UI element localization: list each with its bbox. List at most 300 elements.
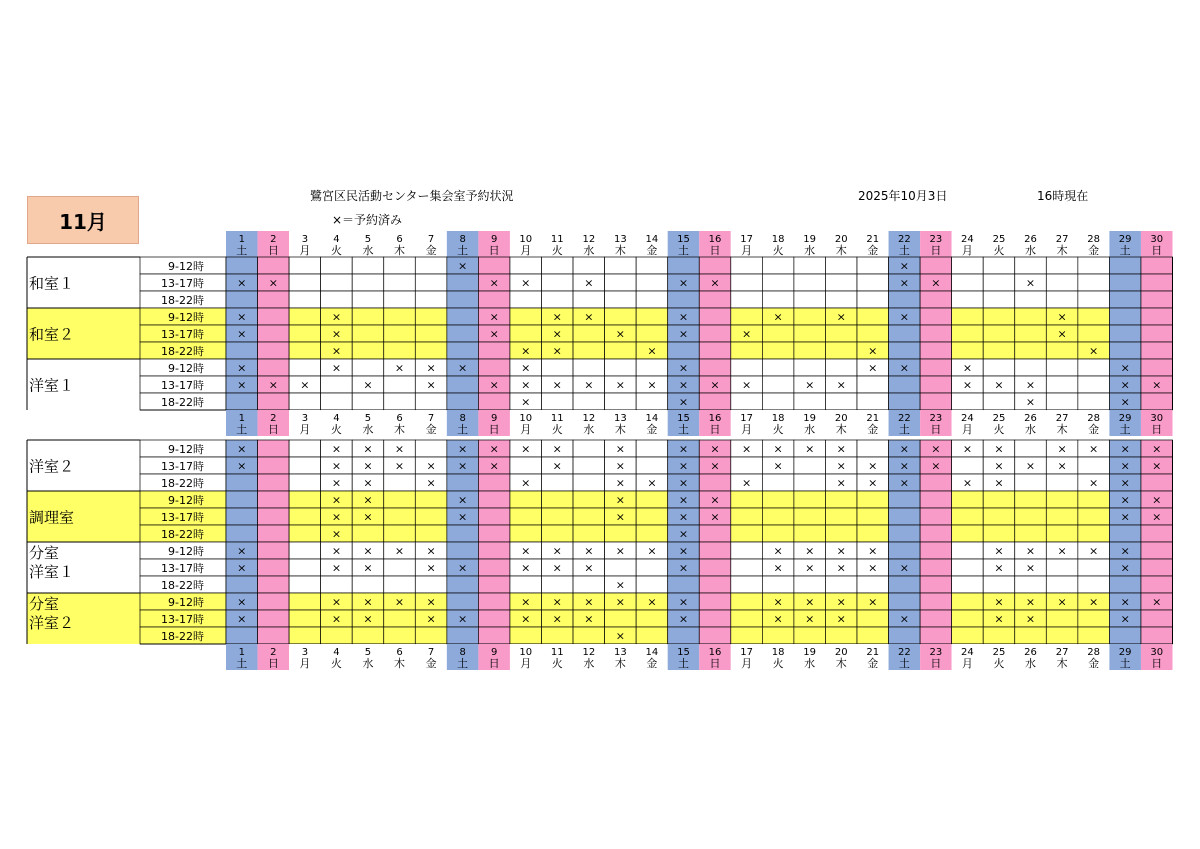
booking-cell	[636, 576, 668, 593]
booked-mark: ×	[1025, 561, 1036, 575]
booking-cell	[1109, 627, 1141, 644]
booked-mark: ×	[584, 276, 594, 290]
booked-mark: ×	[426, 595, 436, 609]
day-number: 4	[333, 234, 340, 245]
booking-cell	[699, 593, 731, 610]
booked-mark: ×	[805, 544, 815, 558]
booking-cell	[889, 291, 921, 308]
weekday-label: 日	[709, 423, 721, 436]
booking-cell	[415, 508, 447, 525]
booking-cell	[258, 393, 290, 410]
day-number: 22	[897, 234, 911, 245]
weekday-label: 水	[583, 423, 595, 436]
booking-cell	[289, 508, 321, 525]
booked-mark: ×	[331, 527, 342, 541]
booked-mark: ×	[994, 561, 1004, 575]
day-number: 11	[550, 647, 564, 658]
booked-mark: ×	[300, 378, 310, 392]
booked-mark: ×	[647, 378, 657, 392]
booking-cell	[952, 457, 984, 474]
booked-mark: ×	[1089, 344, 1099, 358]
day-number: 3	[301, 413, 309, 424]
booking-cell	[1141, 257, 1173, 274]
day-number: 21	[866, 647, 880, 658]
booking-cell	[1078, 559, 1110, 576]
booked-mark: ×	[1025, 544, 1036, 558]
booked-mark: ×	[394, 459, 405, 473]
booking-cell	[857, 257, 889, 274]
booking-cell	[762, 274, 794, 291]
booked-mark: ×	[458, 561, 468, 575]
weekday-label: 金	[1088, 657, 1100, 670]
weekday-label: 木	[394, 423, 406, 436]
booking-cell	[384, 491, 416, 508]
booked-mark: ×	[331, 561, 342, 575]
booked-mark: ×	[552, 595, 562, 609]
booking-cell	[289, 491, 321, 508]
booked-mark: ×	[899, 361, 909, 375]
booking-cell	[415, 291, 447, 308]
booking-cell	[384, 627, 416, 644]
booking-cell	[573, 440, 605, 457]
day-number: 1	[238, 413, 245, 424]
booking-cell	[952, 508, 984, 525]
booking-cell	[289, 308, 321, 325]
booking-cell	[1046, 291, 1078, 308]
booked-mark: ×	[836, 612, 846, 626]
booking-cell	[762, 257, 794, 274]
weekday-label: 日	[488, 244, 500, 257]
day-number: 2	[270, 234, 277, 245]
booking-cell	[825, 627, 857, 644]
booking-cell	[889, 593, 921, 610]
booking-cell	[289, 359, 321, 376]
booked-mark: ×	[836, 595, 846, 609]
booking-cell	[1015, 525, 1047, 542]
weekday-label: 土	[457, 244, 469, 257]
booking-cell	[289, 457, 321, 474]
day-number: 4	[333, 413, 340, 424]
booking-cell	[226, 393, 258, 410]
weekday-label: 日	[1151, 423, 1163, 436]
weekday-label: 水	[804, 423, 816, 436]
booked-mark: ×	[805, 612, 815, 626]
slot-label: 13-17時	[161, 460, 204, 473]
booked-mark: ×	[331, 361, 342, 375]
day-number: 12	[582, 234, 596, 245]
weekday-label: 月	[520, 657, 532, 670]
booked-mark: ×	[394, 361, 405, 375]
booking-cell	[983, 291, 1015, 308]
booking-cell	[573, 342, 605, 359]
booking-cell	[920, 508, 952, 525]
booking-cell	[983, 627, 1015, 644]
booking-cell	[952, 593, 984, 610]
booking-cell	[636, 440, 668, 457]
weekday-label: 火	[551, 244, 563, 257]
booked-mark: ×	[521, 395, 531, 409]
day-number: 10	[519, 234, 533, 245]
booking-cell	[226, 508, 258, 525]
booking-cell	[542, 576, 574, 593]
booking-cell	[668, 342, 700, 359]
booking-cell	[415, 576, 447, 593]
booking-cell	[1015, 491, 1047, 508]
booking-cell	[289, 440, 321, 457]
day-number: 20	[834, 647, 848, 658]
booking-cell	[447, 474, 479, 491]
booked-mark: ×	[805, 595, 815, 609]
booking-cell	[952, 525, 984, 542]
day-number: 25	[992, 413, 1006, 424]
booking-cell	[510, 308, 542, 325]
booking-cell	[920, 474, 952, 491]
booked-mark: ×	[426, 561, 436, 575]
booked-mark: ×	[615, 378, 625, 392]
page-title: 鷺宮区民活動センター集会室予約状況	[310, 189, 514, 203]
booking-cell	[699, 359, 731, 376]
weekday-label: 日	[930, 423, 942, 436]
booked-mark: ×	[1025, 276, 1036, 290]
booked-mark: ×	[489, 310, 499, 324]
booking-cell	[258, 525, 290, 542]
booked-mark: ×	[710, 442, 720, 456]
booked-mark: ×	[489, 459, 499, 473]
booking-cell	[321, 291, 353, 308]
booked-mark: ×	[363, 459, 373, 473]
weekday-label: 土	[1119, 244, 1131, 257]
booked-mark: ×	[1057, 310, 1067, 324]
booking-cell	[542, 508, 574, 525]
report-date: 2025年10月3日	[858, 189, 948, 203]
booking-cell	[1015, 474, 1047, 491]
booked-mark: ×	[741, 476, 752, 490]
weekday-label: 木	[1056, 244, 1068, 257]
booked-mark: ×	[331, 459, 342, 473]
booking-cell	[510, 525, 542, 542]
booking-cell	[478, 491, 510, 508]
booked-mark: ×	[331, 476, 342, 490]
booking-cell	[447, 525, 479, 542]
booking-cell	[825, 257, 857, 274]
booking-cell	[920, 257, 952, 274]
booked-mark: ×	[552, 459, 562, 473]
booked-mark: ×	[836, 544, 846, 558]
booked-mark: ×	[899, 476, 909, 490]
booked-mark: ×	[1089, 442, 1099, 456]
booked-mark: ×	[521, 476, 531, 490]
booking-cell	[1141, 576, 1173, 593]
booking-cell	[289, 291, 321, 308]
weekday-label: 日	[1151, 244, 1163, 257]
day-number: 28	[1087, 647, 1100, 658]
booked-mark: ×	[994, 459, 1004, 473]
weekday-label: 日	[488, 423, 500, 436]
booked-mark: ×	[994, 612, 1004, 626]
slot-label: 9-12時	[168, 362, 204, 375]
weekday-label: 金	[867, 244, 879, 257]
booking-cell	[478, 291, 510, 308]
booking-cell	[699, 325, 731, 342]
booking-cell	[983, 325, 1015, 342]
booking-cell	[258, 457, 290, 474]
booking-cell	[289, 325, 321, 342]
weekday-label: 木	[835, 423, 847, 436]
weekday-label: 土	[1119, 423, 1131, 436]
booking-cell	[573, 525, 605, 542]
day-number: 16	[708, 413, 722, 424]
booking-cell	[1141, 474, 1173, 491]
booking-cell	[384, 525, 416, 542]
booking-cell	[983, 393, 1015, 410]
booking-cell	[289, 610, 321, 627]
booking-cell	[857, 576, 889, 593]
booked-mark: ×	[868, 361, 878, 375]
booked-mark: ×	[363, 544, 373, 558]
booked-mark: ×	[521, 344, 531, 358]
booked-mark: ×	[237, 612, 247, 626]
booking-cell	[605, 610, 637, 627]
day-number: 19	[803, 647, 817, 658]
booked-mark: ×	[552, 310, 562, 324]
booked-mark: ×	[868, 595, 878, 609]
booking-cell	[415, 393, 447, 410]
day-number: 18	[771, 413, 785, 424]
day-number: 28	[1087, 413, 1100, 424]
booked-mark: ×	[237, 595, 247, 609]
booking-cell	[415, 491, 447, 508]
day-number: 24	[961, 234, 974, 245]
booking-cell	[415, 308, 447, 325]
booked-mark: ×	[1120, 595, 1130, 609]
day-number: 29	[1118, 413, 1132, 424]
booking-cell	[636, 308, 668, 325]
booked-mark: ×	[1152, 510, 1162, 524]
booking-cell	[415, 274, 447, 291]
slot-label: 18-22時	[161, 477, 204, 490]
booking-cell	[731, 457, 763, 474]
day-number: 7	[427, 647, 435, 658]
booking-cell	[1141, 559, 1173, 576]
booking-cell	[1109, 325, 1141, 342]
booking-cell	[983, 257, 1015, 274]
booking-cell	[668, 627, 700, 644]
booked-mark: ×	[521, 612, 531, 626]
booking-cell	[573, 474, 605, 491]
day-number: 23	[929, 647, 943, 658]
booked-mark: ×	[426, 361, 436, 375]
booked-mark: ×	[237, 276, 247, 290]
booking-cell	[731, 610, 763, 627]
booked-mark: ×	[773, 442, 783, 456]
booked-mark: ×	[615, 327, 625, 341]
room-name: 洋室２	[29, 614, 75, 632]
day-number: 9	[490, 234, 498, 245]
booked-mark: ×	[899, 259, 909, 273]
booked-mark: ×	[773, 612, 783, 626]
booked-mark: ×	[805, 561, 815, 575]
booking-cell	[794, 627, 826, 644]
booking-cell	[573, 457, 605, 474]
booking-cell	[699, 257, 731, 274]
booking-cell	[573, 491, 605, 508]
booked-mark: ×	[489, 442, 499, 456]
booking-cell	[1141, 274, 1173, 291]
booked-mark: ×	[584, 544, 594, 558]
booking-cell	[920, 627, 952, 644]
booking-cell	[1015, 308, 1047, 325]
booking-cell	[1109, 308, 1141, 325]
booked-mark: ×	[363, 442, 373, 456]
booking-cell	[952, 291, 984, 308]
booking-cell	[699, 576, 731, 593]
booking-cell	[1046, 491, 1078, 508]
booking-cell	[857, 525, 889, 542]
booking-cell	[258, 474, 290, 491]
booking-cell	[983, 342, 1015, 359]
booking-cell	[952, 274, 984, 291]
booked-mark: ×	[458, 493, 468, 507]
booking-cell	[889, 542, 921, 559]
booking-cell	[857, 274, 889, 291]
legend-text: ×＝予約済み	[332, 213, 403, 227]
booked-mark: ×	[584, 612, 594, 626]
weekday-label: 金	[425, 423, 437, 436]
booking-cell	[699, 610, 731, 627]
slot-label: 9-12時	[168, 596, 204, 609]
booking-cell	[226, 257, 258, 274]
weekday-label: 木	[1056, 423, 1068, 436]
booked-mark: ×	[710, 276, 720, 290]
booking-cell	[1078, 325, 1110, 342]
booking-cell	[510, 457, 542, 474]
weekday-label: 日	[267, 244, 279, 257]
booking-cell	[1141, 308, 1173, 325]
booking-cell	[510, 325, 542, 342]
booking-cell	[636, 291, 668, 308]
booking-cell	[384, 559, 416, 576]
booking-cell	[731, 308, 763, 325]
day-number: 15	[677, 234, 690, 245]
booked-mark: ×	[1120, 612, 1130, 626]
day-number: 1	[238, 234, 245, 245]
booked-mark: ×	[1057, 327, 1067, 341]
booking-cell	[825, 274, 857, 291]
booking-cell	[857, 610, 889, 627]
weekday-label: 水	[362, 657, 374, 670]
booking-cell	[794, 325, 826, 342]
booked-mark: ×	[1120, 561, 1130, 575]
day-number: 2	[270, 413, 277, 424]
booking-cell	[352, 291, 384, 308]
slot-label: 13-17時	[161, 613, 204, 626]
booked-mark: ×	[678, 459, 689, 473]
booking-cell	[794, 274, 826, 291]
booking-cell	[952, 610, 984, 627]
booking-cell	[1078, 376, 1110, 393]
booking-cell	[289, 393, 321, 410]
booking-cell	[1141, 393, 1173, 410]
booking-cell	[478, 342, 510, 359]
day-number: 30	[1150, 234, 1164, 245]
booked-mark: ×	[931, 459, 941, 473]
day-number: 3	[301, 234, 309, 245]
slot-label: 9-12時	[168, 494, 204, 507]
booked-mark: ×	[268, 276, 278, 290]
booked-mark: ×	[1152, 442, 1162, 456]
booking-cell	[447, 342, 479, 359]
day-number: 26	[1024, 647, 1037, 658]
slot-label: 13-17時	[161, 277, 204, 290]
booking-cell	[1078, 491, 1110, 508]
day-number: 14	[645, 413, 659, 424]
booked-mark: ×	[615, 629, 625, 643]
day-number: 16	[708, 234, 722, 245]
booking-cell	[983, 508, 1015, 525]
booking-cell	[794, 474, 826, 491]
booked-mark: ×	[1025, 378, 1036, 392]
weekday-label: 火	[772, 423, 784, 436]
booking-cell	[699, 308, 731, 325]
booking-cell	[478, 542, 510, 559]
booked-mark: ×	[1025, 595, 1036, 609]
weekday-label: 日	[267, 657, 279, 670]
booking-cell	[636, 491, 668, 508]
slot-label: 13-17時	[161, 328, 204, 341]
booked-mark: ×	[1025, 395, 1036, 409]
weekday-label: 水	[804, 657, 816, 670]
day-number: 29	[1118, 647, 1132, 658]
booked-mark: ×	[931, 442, 941, 456]
booking-cell	[952, 308, 984, 325]
booking-cell	[573, 508, 605, 525]
day-number: 29	[1118, 234, 1132, 245]
booked-mark: ×	[489, 327, 499, 341]
booked-mark: ×	[331, 442, 342, 456]
booked-mark: ×	[741, 327, 752, 341]
booking-cell	[952, 559, 984, 576]
day-number: 17	[740, 234, 753, 245]
booking-cell	[857, 308, 889, 325]
room-name: 洋室１	[29, 376, 75, 395]
day-number: 20	[834, 413, 848, 424]
booking-cell	[825, 508, 857, 525]
booking-cell	[1078, 291, 1110, 308]
booked-mark: ×	[1152, 459, 1162, 473]
booked-mark: ×	[426, 476, 436, 490]
weekday-label: 金	[425, 244, 437, 257]
booking-cell	[1109, 525, 1141, 542]
booking-cell	[1141, 325, 1173, 342]
booked-mark: ×	[552, 561, 562, 575]
room-name: 分室	[29, 544, 60, 562]
booking-cell	[952, 325, 984, 342]
booking-cell	[226, 291, 258, 308]
booked-mark: ×	[899, 442, 909, 456]
booked-mark: ×	[678, 276, 689, 290]
booking-cell	[1046, 274, 1078, 291]
booking-cell	[321, 627, 353, 644]
booked-mark: ×	[1120, 395, 1130, 409]
booking-cell	[226, 576, 258, 593]
booking-cell	[920, 342, 952, 359]
booking-cell	[636, 627, 668, 644]
weekday-label: 水	[1025, 244, 1037, 257]
booked-mark: ×	[678, 476, 689, 490]
booked-mark: ×	[268, 378, 278, 392]
booking-cell	[857, 627, 889, 644]
booked-mark: ×	[836, 442, 846, 456]
